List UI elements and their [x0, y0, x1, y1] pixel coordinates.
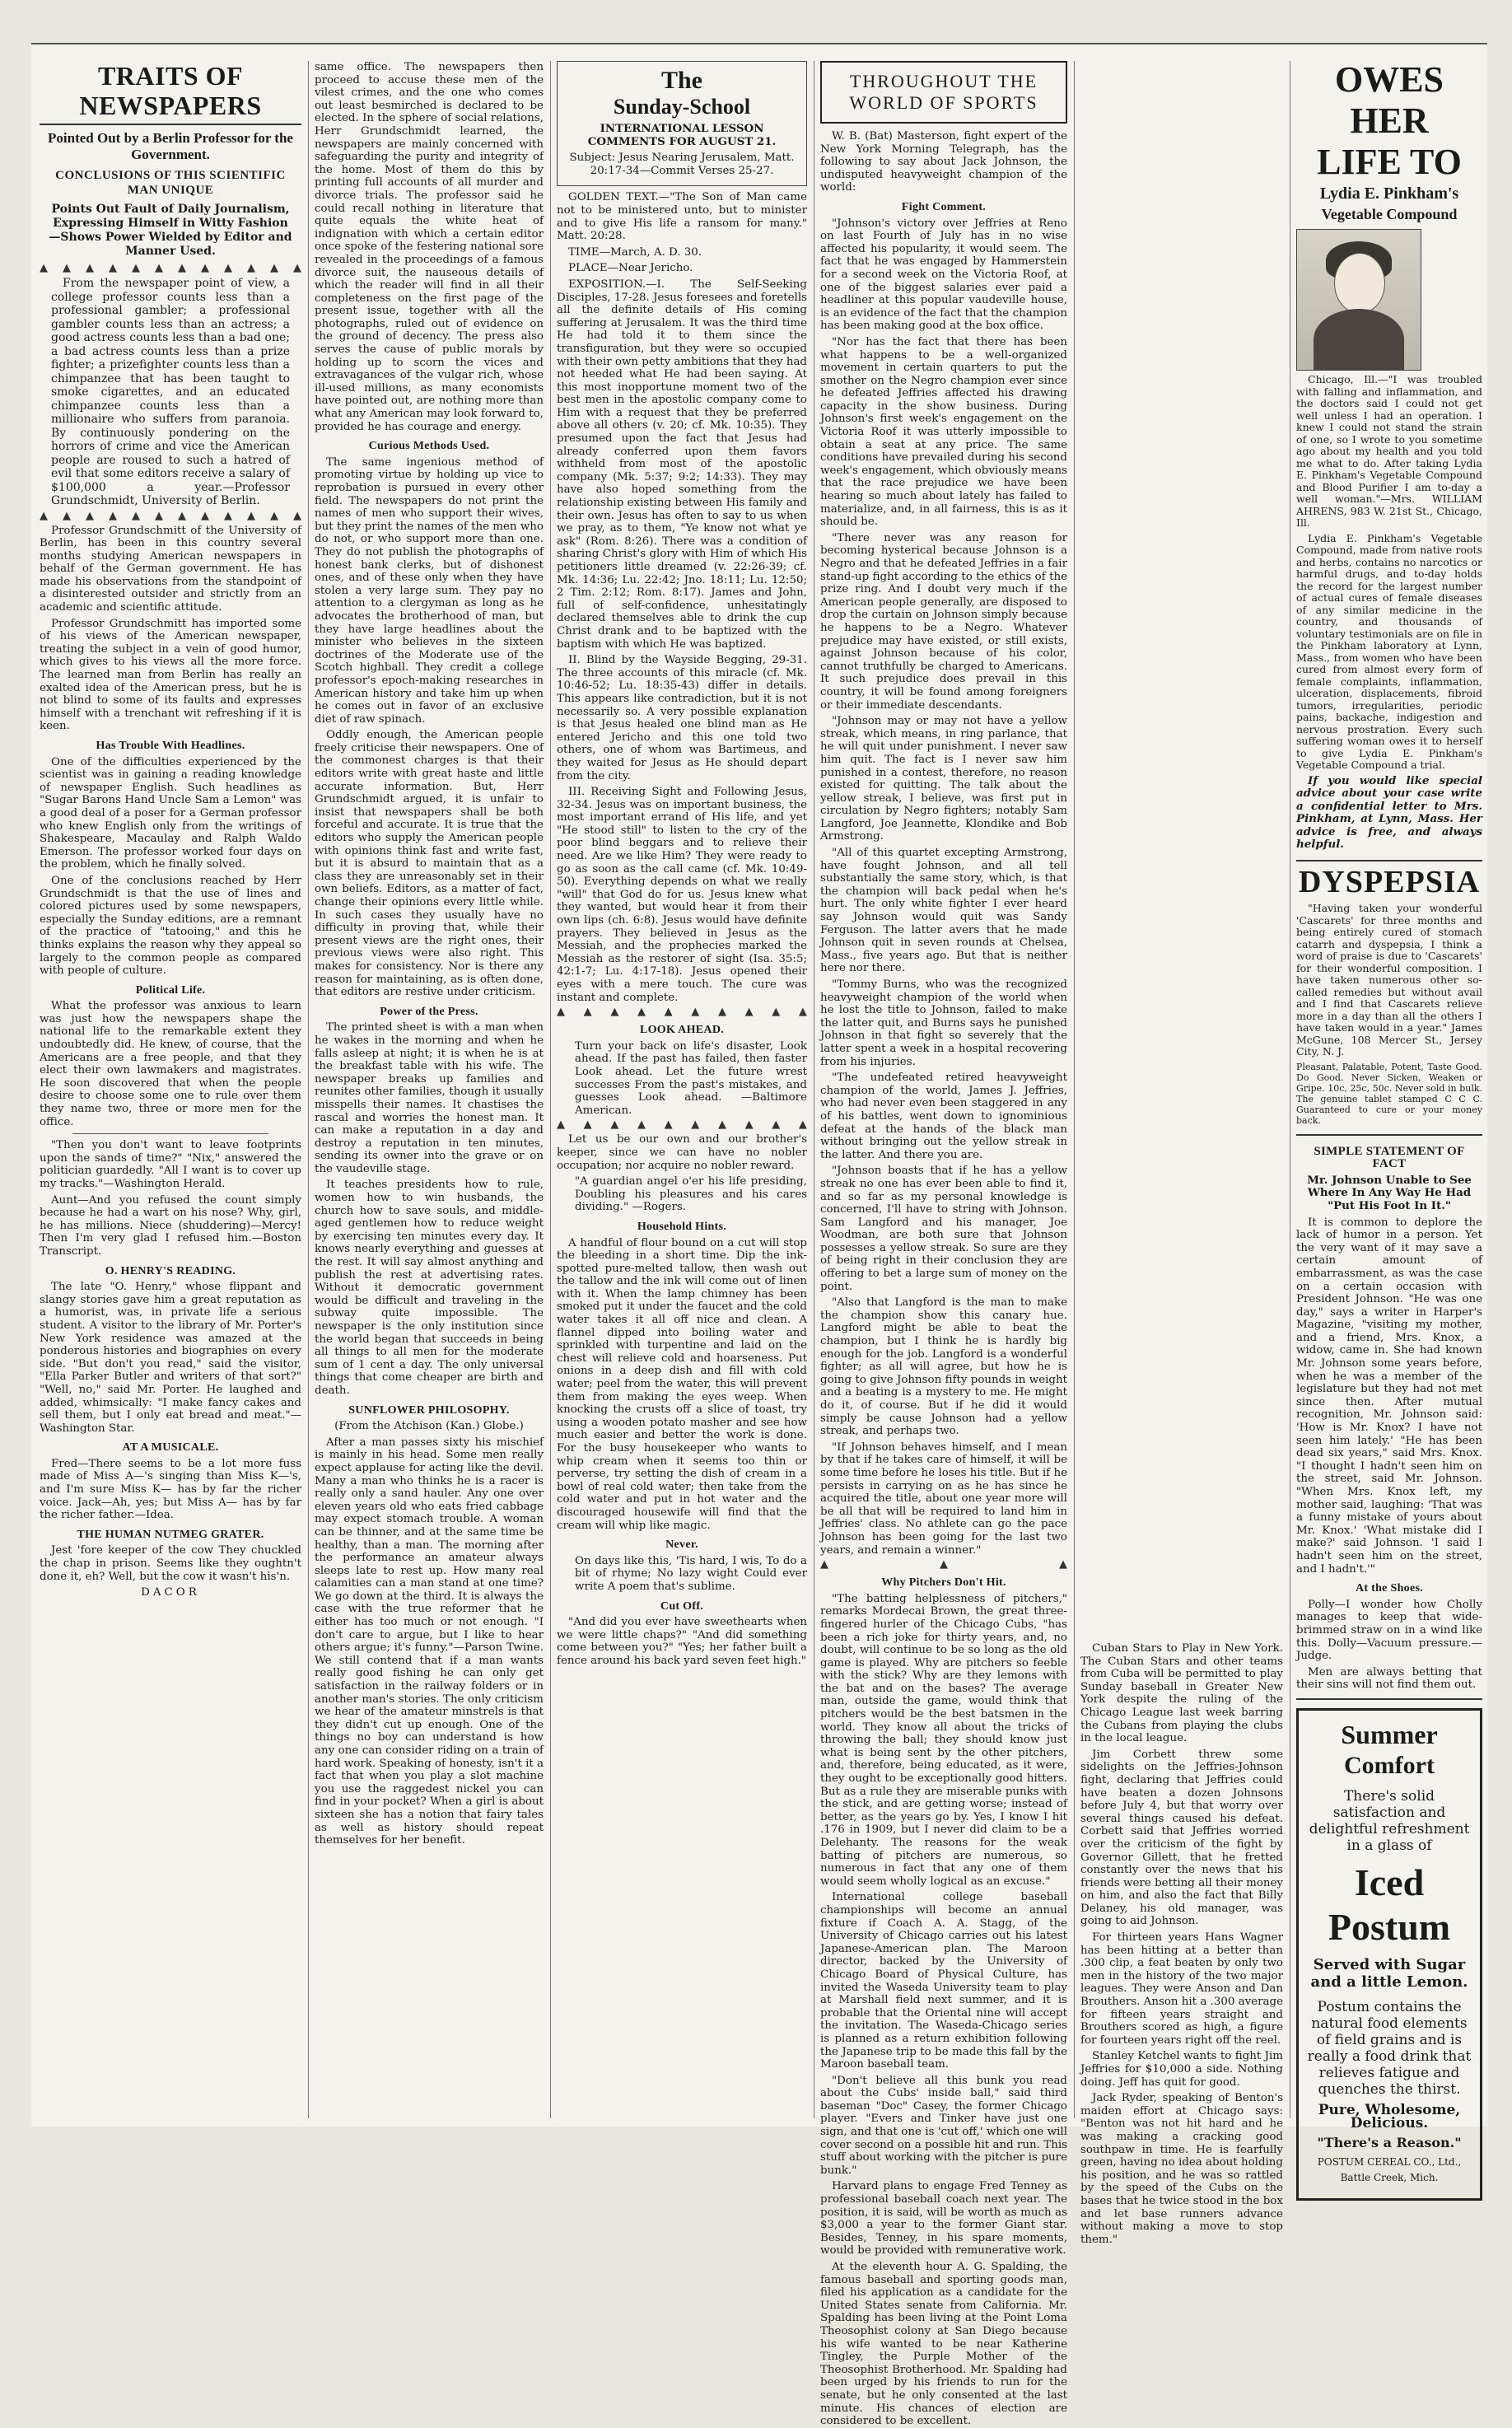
- paragraph: At the eleventh hour A. G. Spalding, the famous baseball and sporting goods man, filed his application as a candidate for the United States senate from California. Mr. Spalding has been living at the Point Loma Theosophist colony at San Diego because his wife wanted to be near Katherine Tingley, the Purple Mother of the Theosophist Brotherhood. Mr. Spalding had been urged by his friends to run for the senate, but he only consented at the last minute. His chances of election are considered to be excellent.: [820, 2261, 1067, 2428]
- ad-dyspepsia: DYSPEPSIA: [1298, 865, 1481, 900]
- lesson-subtitle: INTERNATIONAL LESSON COMMENTS FOR AUGUST 21.: [587, 122, 777, 148]
- paragraph: "The undefeated retired heavyweight champion of the world, James J. Jeffries, who had never even been staggered in any of his battles, went down to ignominious defeat at the hands of the black man without bringing out the yellow streak in the latter. And there you are.: [820, 1072, 1067, 1161]
- paragraph: "If Johnson behaves himself, and I mean by that if he takes care of himself, it will be some time before he loses his title. But if he persists in carrying on as he has since he acquired the title, about one year more will be all that will be required to land him in Jeffries' class. No athlete can go the pace Johnson has been going for the last two years, and remain a winner.": [820, 1440, 1067, 1557]
- paragraph: "Don't believe all this bunk you read about the Cubs' inside ball," said third baseman "Doc" Casey, the former Chicago player. "Evers and Tinker have just one sign, and that one is 'cut off,' which one will cover second on a possible hit and run. This stuff about working with the pitcher is pure bunk.": [820, 2074, 1067, 2177]
- paragraph: Harvard plans to engage Fred Tenney as professional baseball coach next year. The position, it is said, will be worth as much as $3,000 a year to the former Giant star. Besides, Tenney, in his spare moments, would be provided with remunerative work.: [820, 2180, 1067, 2258]
- paragraph: Oddly enough, the American people freely criticise their newspapers. One of the commonest charges is that their editors write with great haste and little accurate information. But, Herr Grundschmidt argued, it is unfair to insist that newspapers shall be both forceful and accurate. It is true that the editors who supply the American people with opinions think fast and write fast, but it is absurd to maintain that as a class they are unreasonably set in their own beliefs. Editors, as a matter of fact, change their opinions every little while. In such cases they usually have no difficulty in proving that, while their present views are the right ones, their previous views were also right. This makes for consistency. Nor is there any reason for maintaining, as is often done, that editors are restive under criticism.: [315, 729, 544, 999]
- paragraph: It is common to deplore the lack of humor in a person. Yet the very want of it may save a certain amount of embarrassment, as was the case on a certain occasion with President Johnson. "He was one day," says a writer in Harper's Magazine, "visiting my mother, and a friend, Mrs. Knox, a widow, came in. She had known Mr. Johnson some years before, when he was a member of the legislature but they had not met since then. After mutual recognition, Mr. Johnson said: 'How is Mr. Knox? I have not seen him lately.' "He has been dead six years," said Mrs. Knox. "I thought I hadn't seen him on the street, said Mr. Johnson. "When Mrs. Knox left, my mother said, laughing: 'That was a funny mistake of yours about Mr. Knox.' 'What mistake did I make?' said Johnson. 'I said I hadn't seen him on the street, and I hadn't.'": [1296, 1216, 1482, 1576]
- sports-header-line2: WORLD OF SPORTS: [849, 92, 1038, 113]
- column-2: [315, 61, 544, 2118]
- subheading: O. HENRY'S READING.: [105, 1264, 236, 1277]
- lesson-subject: Subject: Jesus Nearing Jerusalem, Matt. 20:17-34—Commit Verses 25-27.: [569, 152, 795, 177]
- paragraph: Professor Grundschmitt has imported some of his views of the American newspaper, treating the subject in a vein of good humor, which gives to his views all the more force. The learned man from Berlin has really an exalted idea of the American press, but he is not blind to some of its faults and expresses himself with a trenchant wit refreshing if it is keen.: [40, 617, 301, 733]
- joke: "Then you don't want to leave footprints upon the sands of time?" "Nix," answered the politician guardedly. "All I want is to cover up my tracks."—Washington Herald.: [40, 1139, 301, 1190]
- paragraph: After a man passes sixty his mischief is mainly in his head. Some men really expect applause for acting like the devil. Many a man who thinks he is a racer is really only a sand hauler. Any one over eleven years old who eats fried cabbage may expect stomach trouble. A woman can be thinner, and at the same time be healthy, than a man. The morning after the performance an amateur always sleeps late to rest up. How many real calamities can a man stand at one time? We go down at the third. It is always the case with the true reformer that he either has too much or not enough. "I don't care to argue, but I like to hear others argue; it's funny."—Parson Twine. We still contend that if a man wants really good fishing he can only get satisfaction in the railway folders or in another man's stories. The only criticism we hear of the amateur minstrels is that they didn't cut up enough. One of the things no boy can understand is how any one can consider riding on a train of hard work. Speaking of honesty, isn't it a fact that when you play a slot machine you use the raggedest nickel you can find in your pocket? When a girl is about sixteen she has a notion that fairy tales as well as history should repeat themselves for her benefit.: [315, 1436, 544, 1847]
- column-3: [557, 61, 807, 2118]
- subhead-conclusions: CONCLUSIONS OF THIS SCIENTIFIC MAN UNIQUE: [55, 169, 286, 197]
- testimonial: Chicago, Ill.—"I was troubled with falling and inflammation, and the doctors said I could not get well unless I had an operation. I knew I could not stand the strain of one, so I wrote to you sometime ago about my health and you told me what to do. After taking Lydia E. Pinkham's Vegetable Compound and Blood Purifier I am to-day a well woman."—Mrs. WILLIAM AHRENS, 983 W. 21st St., Chicago, Ill.: [1296, 373, 1482, 529]
- footer-text: DACOR: [141, 1586, 200, 1599]
- paragraph: "Johnson may or may not have a yellow streak, which means, in ring parlance, that he will quit under punishment. I never saw him quit. The fact is I never saw him punished in a contest, therefore, no reason existed for quitting. The talk about the yellow streak, I believe, was first put in circulation by Negro fighters; notably Sam Langford, Joe Jeannette, Klondike and Bob Armstrong.: [820, 715, 1067, 843]
- subheading: At the Shoes.: [1355, 1582, 1424, 1595]
- ornament-stars: ▲ ▲ ▲ ▲ ▲ ▲ ▲ ▲ ▲ ▲ ▲ ▲: [40, 262, 301, 274]
- ad-summer: Summer: [1341, 1719, 1438, 1749]
- paragraph: same office. The newspapers then proceed to accuse these men of the vilest crimes, and the one who comes out least besmirched is declared to be elected. In the sphere of social relations, Herr Grundschmidt learned, the newspapers are mainly concerned with safeguarding the purity and integrity of the home. Most of them do this by printing full accounts of all murder and divorce trials. The professor said he could recall nothing in literature that quite equals the white heat of indignation with which a certain editor once spoke of the festering national sore revealed in the proceedings of a famous divorce suit, the nauseous details of which the reader will find in all their completeness on the first page of the present issue, together with all the photographs, ruled out of evidence on the ground of decency. The press also serves the cause of public morals by holding up to scorn the vices and extravagances of the vulgar rich, whose ill-used millions, as many economists have pointed out, are nothing more than what any American may look forward to, provided he has courage and energy.: [315, 61, 544, 433]
- sports-header: [820, 61, 1067, 124]
- paragraph: "Tommy Burns, who was the recognized heavyweight champion of the world when he lost the title to Johnson, failed to make the latter quit, and Burns says he punished Johnson in that fight so severely that the latter spent a week in a hospital recovering from his injuries.: [820, 978, 1067, 1068]
- paragraph: For thirteen years Hans Wagner has been hitting at a better than .300 clip, a feat beaten by only two men in the history of the two major leagues. They were Anson and Dan Brouthers. Anson hit a .300 average for fifteen years straight and Brouthers scored as high, a figure for fourteen years right off the reel.: [1080, 1931, 1283, 2047]
- subhead-fault: Points Out Fault of Daily Journalism, Expressing Himself in Witty Fashion—Shows Power Wielded by Editor and Manner Used.: [49, 203, 292, 258]
- column-1: [40, 61, 301, 2118]
- paragraph: "Johnson boasts that if he has a yellow streak no one has ever been able to find it, and so far as my personal knowledge is concerned, I'll have to string with Johnson. Sam Langford and his manager, Joe Woodman, are both sure that Johnson possesses a yellow streak. So sure are they of being right in their conclusion they are offering to bet a large sum of money on the point.: [820, 1165, 1067, 1293]
- paragraph: "All of this quartet excepting Armstrong, have fought Johnson, and all tell substantially the same story, which, is that the champion will back pedal when he's hurt. The only white fighter I ever heard say Johnson would quit was Sandy Ferguson. The latter avers that he made Johnson quit in seven rounds at Chelsea, Mass., five years ago. But that is neither here nor there.: [820, 847, 1067, 975]
- subheading: Cut Off.: [660, 1599, 704, 1613]
- paragraph: Polly—I wonder how Cholly manages to keep that wide-brimmed straw on in a wind like this. Dolly—Vacuum pressure.—Judge.: [1296, 1598, 1482, 1663]
- poem: "A guardian angel o'er his life presiding, Doubling his pleasures and his cares dividing." —Rogers.: [575, 1175, 807, 1214]
- ad-reason: "There's a Reason.": [1317, 2135, 1462, 2151]
- subheading: SUNFLOWER PHILOSOPHY.: [348, 1403, 510, 1417]
- place-line: PLACE—Near Jericho.: [568, 262, 693, 275]
- paragraph: "There never was any reason for becoming hysterical because Johnson is a Negro and that he defeated Jeffries in a fair stand-up fight according to the ethics of the prize ring. And I doubt very much if the American people generally, are disposed to drop the curtain on Johnson simply because he happens to be a Negro. Whatever prejudice may have existed, or still exists, against Johnson because of his color, cannot truthfully be charged to Americans. It such prejudice does prevail in this country, it will be found among foreigners or their immediate descendants.: [820, 531, 1067, 712]
- ad-comfort: Comfort: [1344, 1751, 1435, 1779]
- ad-advice: If you would like special advice about your case write a confidential letter to Mrs. Pinkham, at Lynn, Mass. Her advice is free, and always helpful.: [1296, 773, 1482, 852]
- paragraph: One of the difficulties experienced by the scientist was in gaining a reading knowledge of newspaper English. Such headlines as "Sugar Barons Hand Uncle Sam a Lemon" was a good deal of a poser for a German professor who knew English only from the writings of Shakespeare, Macaulay and Ralph Waldo Emerson. The professor worked four days on the problem, which he finally solved.: [40, 755, 301, 871]
- ad-company: POSTUM CEREAL CO., Ltd.,: [1317, 2155, 1462, 2168]
- paragraph: "The batting helplessness of pitchers," remarks Mordecai Brown, the great three-fingered hurler of the Chicago Cubs, "has been a rich joke for thirty years, and, no doubt, will continue to be so long as the old game is played. Why are pitchers so feeble with the stick? Why are they lemons with the bat and on the bases? The average man, outside the game, would think that pitchers would be the best batsmen in the world. They know all about the tricks of throwing the ball; they should know just what is being sent by the other pitchers, and, therefore, being educated, as it were, they ought to be exceptionally good hitters. But as a rule they are miserable punks with the stick, and are getting worse; instead of better, as the years go by. Yes, I know I hit .176 in 1909, but I never did claim to be a Delehanty. The reasons for the weak batting of pitchers are numerous, so numerous in fact that any one of them would seem wholly logical as an excuse.": [820, 1592, 1067, 1888]
- subheading: LOOK AHEAD.: [639, 1024, 725, 1037]
- simple-statement-article: [1296, 1136, 1482, 1700]
- ad-her: HER: [1350, 100, 1429, 141]
- woman-portrait-image: [1296, 229, 1421, 371]
- headline-traits: TRAITS OF NEWSPAPERS: [40, 61, 301, 125]
- ad-city: Battle Creek, Mich.: [1340, 2172, 1439, 2184]
- source-line: (From the Atchison (Kan.) Globe.): [334, 1420, 524, 1433]
- subheading: Political Life.: [135, 983, 206, 997]
- ad-fineprint: Pleasant, Palatable, Potent, Taste Good. Do Good. Never Sicken, Weaken or Gripe. 10c, 25c, 50c. Never sold in bulk. The genuine tablet stamped C C C. Guaranteed to cure or your money back.: [1296, 1061, 1482, 1126]
- subheading: Curious Methods Used.: [368, 440, 490, 453]
- newspaper-page: [31, 43, 1487, 2428]
- paragraph: "Johnson's victory over Jeffries at Reno on last Fourth of July has in no wise affected his popularity, it would seem. The fact that he was engaged by Hammerstein for a second week on the Victoria Roof, at one of the biggest salaries ever paid a headliner at this popular vaudeville house, is an evidence of the fact that the champion has been making good at the box office.: [820, 217, 1067, 333]
- poem: On days like this, 'Tis hard, I wis, To do a bit of rhyme; No lazy wight Could ever write A poem that's sublime.: [575, 1554, 807, 1593]
- column-6-ads: [1296, 59, 1482, 2184]
- paragraph: The printed sheet is with a man when he wakes in the morning and when he falls asleep at night; it is when he is at the breakfast table with his wife. The newspaper breaks up families and reunites other families, though it usually misspells their names. It chastises the rascal and worries the honest man. It can make a reputation in a day and destroy a reputation in ten minutes, sending its owner into the grave or on the vaudeville stage.: [315, 1021, 544, 1175]
- paragraph: II. Blind by the Wayside Begging, 29-31. The three accounts of this miracle (cf. Mk. 10:46-52; Lu. 18:35-43) differ in details. This appears like contradiction, but it is not necessarily so. A very possible explanation is that Jesus healed one blind man as He entered Jericho and this one told two others, one of whom was Bartimeus, and they waited for Jesus as He should depart from the city.: [557, 654, 807, 782]
- ad-iced: Iced: [1354, 1861, 1425, 1903]
- column-5: [1080, 61, 1283, 2246]
- golden-text: GOLDEN TEXT.—"The Son of Man came not to be ministered unto, but to minister and to give His life a ransom for many." Matt. 20:28.: [557, 191, 807, 243]
- ad-owes: OWES: [1334, 59, 1444, 100]
- ornament-stars: ▲ ▲ ▲ ▲ ▲ ▲ ▲ ▲ ▲ ▲: [557, 1118, 807, 1132]
- paragraph: Cuban Stars to Play in New York. The Cuban Stars and other teams from Cuba will be permitted to play Sunday baseball in Greater New York despite the ruling of the Chicago League last week barring the Cubans from playing the clubs in the local league.: [1080, 1642, 1283, 1745]
- paragraph: "And did you ever have sweethearts when we were little chaps?" "And did something come between you?" "Yes; her father built a fence around his back yard seven feet high.": [557, 1616, 807, 1667]
- paragraph: The late "O. Henry," whose flippant and slangy stories gave him a great reputation as a humorist, was, in private life a serious student. A visitor to the library of Mr. Porter's New York residence was amazed at the ponderous histories and biographies on every side. "But don't you read," said the visitor, "Ella Parker Butler and writers of that sort?" "Well, no," said Mr. Porter. He laughed and added, whimsically: "I make fancy cakes and sell them, but I only eat bread and meat."—Washington Star.: [40, 1281, 301, 1435]
- paragraph: Jack Ryder, speaking of Benton's maiden effort at Chicago says: "Benton was not hit hard and he was making a cracking good southpaw in time. He is fearfully green, having no idea about holding his position, and he was so rattled by the speed of the Cubs on the bases that he twice stood in the box and let base runners advance without making a move to stop them.": [1080, 2092, 1283, 2246]
- paragraph: Jest 'fore keeper of the cow They chuckled the chap in prison. Seems like they oughtn't done it, eh? Well, but the cow it wasn't his'n.: [40, 1544, 301, 1583]
- subheading: Why Pitchers Don't Hit.: [881, 1576, 1006, 1590]
- subheading: Fight Comment.: [901, 200, 987, 213]
- sports-header-line1: THROUGHOUT THE: [849, 71, 1038, 91]
- paragraph: Fred—There seems to be a lot more fuss made of Miss A—'s singing than Miss K—'s, and I'm sure Miss K— has by far the richer voice. Jack—Ah, yes; but Miss A— has by far the richer father.—Idea.: [40, 1457, 301, 1522]
- subheading: THE HUMAN NUTMEG GRATER.: [77, 1528, 264, 1541]
- title-sunday-school: Sunday-School: [613, 95, 751, 119]
- paragraph: What the professor was anxious to learn was just how the newspapers shape the national life to the remarkable extent they undoubtedly did. He knew, of course, that the Americans are a free people, and that they elect their own lawmakers and magistrates. He soon discovered that when the people desire to choose some one to rule over them they name two, three or more men for the office.: [40, 1000, 301, 1128]
- subheading: Household Hints.: [637, 1220, 727, 1233]
- subheadline: Mr. Johnson Unable to See Where In Any Way He Had "Put His Foot In It.": [1307, 1173, 1472, 1212]
- paragraph: "Also that Langford is the man to make the champion show this canary hue. Langford might be able to beat the champion, but I think he is hardly big enough for the job. Langford is a wonderful fighter; as all will agree, but how he is going to give Johnson fifty pounds in weight and a beating is a mystery to me. He might do it, of course. But if he did it would simply be cause Johnson had a yellow streak, and perhaps two.: [820, 1296, 1067, 1438]
- paragraph: One of the conclusions reached by Herr Grundschmidt is that the use of lines and colored pictures used by some newspapers, especially the Sunday editions, are a remnant of the practice of "tatooing," and this he thinks explains the reason why they appeal so largely to the common people as compared with people of culture.: [40, 874, 301, 978]
- joke: Aunt—And you refused the count simply because he had a wart on his nose? Why, girl, he has millions. Niece (shuddering)—Mercy! Then I'm very glad I refused him.—Boston Transcript.: [40, 1193, 301, 1258]
- subheading: Power of the Press.: [380, 1005, 478, 1018]
- paragraph: "Nor has the fact that there has been what happens to be a well-organized movement in certain quarters to put the smother on the Negro champion ever since he defeated Jeffries affected his drawing capacity in the show business. During Johnson's first week's engagement on the Victoria Roof it was utterly impossible to obtain a seat at any price. The same conditions have prevailed during his second week's engagement, which obviously means that the race prejudice we have been hearing so much about lately has failed to materialize, and, in all fairness, this is as it should be.: [820, 335, 1067, 529]
- subheading: AT A MUSICALE.: [122, 1441, 219, 1454]
- ad-life-to: LIFE TO: [1317, 142, 1462, 182]
- paragraph: Let us be our own and our brother's keeper, since we can have no nobler occupation; nor acquire no nobler reward.: [557, 1133, 807, 1172]
- ad-product-name-2: Vegetable Compound: [1321, 206, 1458, 222]
- paragraph: III. Receiving Sight and Following Jesus, 32-34. Jesus was on important business, the most important errand of His life, and yet "He stood still" to listen to the cry of the poor blind beggars and to relieve their need. Are we like Him? They were ready to go as soon as the call came (cf. Mk. 10:49-50). Everything depends on what we really "will" that God do for us. Jesus knew what they wanted, but would hear it from their own lips (ch. 6:8). Jesus would have definite prayers. They believed in Jesus as the Messiah, and the prophecies marked the Messiah as the restorer of sight (Isa. 35:5; 42:1-7; Lu. 4:17-18). Jesus opened their eyes with a mere touch. The cure was instant and complete.: [557, 786, 807, 1004]
- ornament-stars: ▲ ▲ ▲ ▲ ▲ ▲ ▲ ▲ ▲ ▲: [557, 1006, 807, 1019]
- paragraph: There's solid satisfaction and delightful refreshment in a glass of: [1309, 1787, 1470, 1854]
- ad-product-name: Lydia E. Pinkham's: [1319, 184, 1459, 203]
- ad-served: Served with Sugar and a little Lemon.: [1310, 1955, 1468, 1991]
- paragraph: Stanley Ketchel wants to fight Jim Jeffries for $10,000 a side. Nothing doing. Jeff has quit for good.: [1080, 2050, 1283, 2089]
- paragraph: Postum contains the natural food elements of field grains and is really a food drink that relieves fatigue and quenches the thirst.: [1307, 1998, 1472, 2098]
- paragraph: A handful of flour bound on a cut will stop the bleeding in a short time. Dip the ink-spotted pure-melted tallow, then wash out the tallow and the ink will come out of linen with it. When the lamp chimney has been smoked put it under the faucet and the cold water takes it all off nice and clean. A flannel dipped into boiling water and sprinkled with turpentine and laid on the chest will relieve cold and hoarseness. Put onions in a deep dish and fill with cold water; peel from the water, this will prevent them from making the eyes weep. When knocking the crusts off a slice of toast, try using a wooden potato masher and see how much easier and better the work is done. For the busy housekeeper who wants to whip cream when it seems too thin or perverse, try setting the dish of cream in a bowl of real cold water; then take from the cold water and put in hot water and the discouraged housewife will find that the cream will whip like magic.: [557, 1236, 807, 1532]
- subheading: Never.: [665, 1539, 698, 1552]
- paragraph: The same ingenious method of promoting virtue by holding up vice to reprobation is pursued in every other field. The newspapers do not print the names of men who support their wives, but they print the names of the men who do not, or who support more than one. They do not publish the photographs of honest bank clerks, but of dishonest ones, and of these only when they have stolen a very large sum. They pay no attention to a clergyman as long as he advocates the brotherhood of man, but they have large headlines about the minister who believes in the sixteen doctrines of the Moderate use of the Scotch highball. They credit a college professor's epoch-making researches in American history and take him up when he comes out in favor of an exclusive diet of raw spinach.: [315, 455, 544, 726]
- ad-pure: Pure, Wholesome, Delicious.: [1318, 2101, 1461, 2132]
- poem: Turn your back on life's disaster, Look ahead. If the past has failed, then faster Look ahead. Let the future wrest successes From the past's mistakes, and guesses Look ahead. —Baltimore American.: [575, 1039, 807, 1117]
- paragraph: EXPOSITION.—I. The Self-Seeking Disciples, 17-28. Jesus foresees and foretells all the definite details of His coming suffering at Jerusalem. It was the third time He had told it to them since the transfiguration, but they were so occupied with their own petty ambitions that they had not heeded what He had been saying. At this most inopportune moment two of the best men in the apostolic company come to Him with a request that they be preferred above all others (v. 20; cf. Mk. 10:35). They presumed upon the fact that Jesus had already conferred upon them favors withheld from most of the apostolic company (Mk. 5:37; 9:2; 14:33). They may have also hoped something from the relationship existing between His family and their own. Jesus has often to say to us when we pray, as to them, "Ye know not what ye ask" (Rom. 8:26). There was a condition of sharing Christ's glory with Him of which His petitioners little dreamed (v. 22:26-39; cf. Mk. 14:36; Lu. 22:42; Jno. 18:11; Lu. 12:50; 2 Tim. 2:12; Rom. 8:17). James and John, full of self-confidence, unhesitatingly declared themselves able to drink the cup Christ drank and to be baptized with the baptism with which He was baptized.: [557, 278, 807, 651]
- paragraph: Men are always betting that their sins will not find them out.: [1296, 1665, 1482, 1692]
- professor-quote: From the newspaper point of view, a college professor counts less than a professional gambler; a professional gambler counts less than an actress; a good actress counts less than a bad one; a bad actress counts less than a prize fighter; a prizefighter counts less than a chimpanzee that has been taught to smoke cigarettes, and an educated chimpanzee counts less than a millionaire who suffers from paranoia. By continuously pondering on the horrors of crime and vice the American people are roused to such a hatred of evil that some editors receive a salary of $100,000 a year.—Professor Grundschmidt, University of Berlin.: [51, 277, 290, 507]
- paragraph: Professor Grundschmitt of the University of Berlin, has been in this country several months studying American newspapers in behalf of the German government. He has made his observations from the standpoint of a disinterested outsider and strictly from an academic and scientific attitude.: [40, 524, 301, 614]
- paragraph: It teaches presidents how to rule, women how to win husbands, the church how to save souls, and middle-aged gentlemen how to reduce weight by exercising ten minutes every day. It knows nearly everything and guesses at the rest. It will say almost anything and publish the rest at advertising rates. Without it democratic government would be difficult and traveling in the subway quite impossible. The newspaper is the only institution since the world began that succeeds in being all things to all men for the moderate sum of 1 cent a day. The only universal things that come cheaper are birth and death.: [315, 1179, 544, 1397]
- column-5-upper-continuation: [1080, 61, 1283, 1642]
- paragraph: Lydia E. Pinkham's Vegetable Compound, made from native roots and herbs, contains no narcotics or harmful drugs, and to-day holds the record for the largest number of actual cures of female diseases of any similar medicine in the country, and thousands of voluntary testimonials are on file in the Pinkham laboratory at Lynn, Mass., from women who have been cured from almost every form of female complaints, inflammation, ulceration, displacements, fibroid tumors, irregularities, periodic pains, backache, indigestion and nervous prostration. Every such suffering woman owes it to herself to give Lydia E. Pinkham's Vegetable Compound a trial.: [1296, 531, 1482, 771]
- postum-ad: [1296, 1708, 1482, 2201]
- subheading: Has Trouble With Headlines.: [96, 740, 245, 752]
- subhead-berlin: Pointed Out by a Berlin Professor for the Government.: [48, 130, 293, 162]
- ornament-stars: ▲ ▲ ▲: [820, 1558, 1067, 1571]
- ad-postum: Postum: [1328, 1905, 1451, 1948]
- paragraph: Jim Corbett threw some sidelights on the Jeffries-Johnson fight, declaring that Jeffries could have beaten a dozen Johnsons before July 4, but that worry over several things caused his defeat. Corbett said that Jeffries worried over the criticism of the fight by Governor Gillett, that he fretted constantly over the news that his friends were betting all their money on him, and also the fact that Billy Delaney, his old manager, was going to aid Johnson.: [1080, 1748, 1283, 1928]
- paragraph: W. B. (Bat) Masterson, fight expert of the New York Morning Telegraph, has the following to say about Jack Johnson, the undisputed heavyweight champion of the world:: [820, 130, 1067, 194]
- paragraph: International college baseball championships will become an annual fixture if Coach A. A. Stagg, of the University of Chicago carries out his latest Japanese-American plan. The Maroon director, backed by the University of Chicago Board of Physical Culture, has invited the Waseda University team to play at Marshall field next summer, and it is probable that the Oriental nine will accept the invitation. The Waseda-Chicago series is planned as a return exhibition following the Japanese trip to be made this fall by the Maroon baseball team.: [820, 1891, 1067, 2071]
- sunday-school-header: [557, 61, 807, 186]
- title-the: The: [660, 67, 702, 94]
- ornament-stars-2: ▲ ▲ ▲ ▲ ▲ ▲ ▲ ▲ ▲ ▲ ▲ ▲: [40, 509, 301, 522]
- column-4: [820, 61, 1067, 2428]
- pinkham-ad: [1296, 61, 1482, 861]
- subheading: SIMPLE STATEMENT OF FACT: [1314, 1144, 1465, 1171]
- time-line: TIME—March, A. D. 30.: [568, 245, 702, 259]
- dyspepsia-ad: [1296, 861, 1482, 1136]
- paragraph: "Having taken your wonderful 'Cascarets' for three months and being entirely cured of stomach catarrh and dyspepsia, I think a word of praise is due to 'Cascarets' for their wonderful composition. I have taken numerous other so-called remedies but without avail and I find that Cascarets relieve more in a day than all the others I have taken would in a year." James McGune, 108 Mercer St., Jersey City, N. J.: [1296, 902, 1482, 1058]
